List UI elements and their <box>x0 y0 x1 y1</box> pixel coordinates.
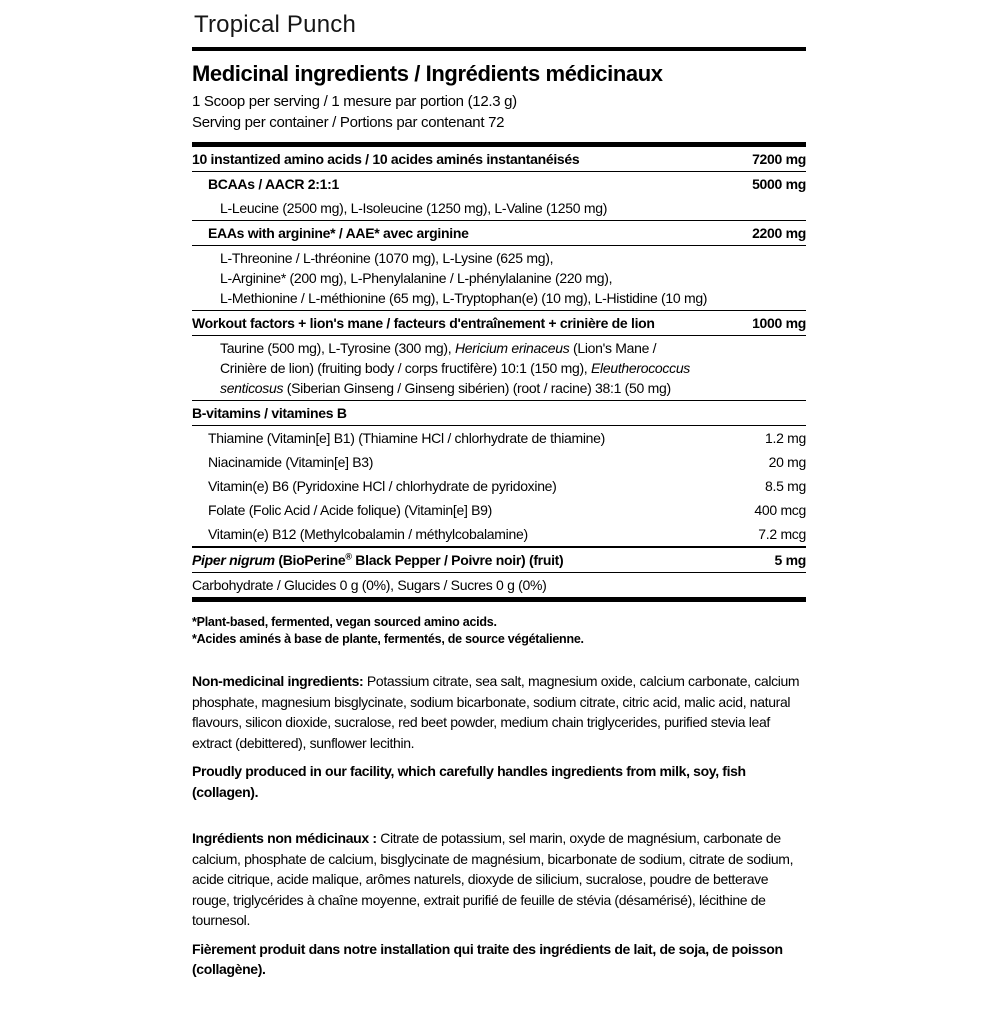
row-instantized-aminos <box>192 147 806 172</box>
ingredients-table <box>192 147 806 602</box>
footnote-en: *Plant-based, fermented, vegan sourced amino acids. <box>192 615 497 629</box>
row-bcaa-detail-label: L-Leucine (2500 mg), L-Isoleucine (1250 mg), L-Valine (1250 mg) <box>220 200 608 216</box>
row-eaas-amount: 2200 mg <box>752 225 806 241</box>
row-b-vitamins-heading-label: B-vitamins / vitamines B <box>192 405 347 421</box>
row-bcaas-label: BCAAs / AACR 2:1:1 <box>208 176 339 192</box>
flavor-title: Tropical Punch <box>194 11 356 38</box>
row-vitamin-b6-amount: 8.5 mg <box>765 478 806 494</box>
row-b-vitamins-heading <box>192 401 806 426</box>
footnote-fr: *Acides aminés à base de plante, fermentés, de source végétalienne. <box>192 631 584 646</box>
row-eaa-detail <box>192 246 806 311</box>
row-workout-detail <box>192 336 806 401</box>
row-instantized-aminos-label: 10 instantized amino acids / 10 acides aminés instantanéisés <box>192 151 580 167</box>
row-carbohydrate-label: Carbohydrate / Glucides 0 g (0%), Sugars / Sucres 0 g (0%) <box>192 577 547 593</box>
serving-size-line: 1 Scoop per serving / 1 mesure par portion (12.3 g) <box>192 93 517 110</box>
row-vitamin-b12-label: Vitamin(e) B12 (Methylcobalamin / méthylcobalamine) <box>208 526 528 542</box>
row-instantized-aminos-amount: 7200 mg <box>752 151 806 167</box>
row-piper-nigrum-amount: 5 mg <box>774 552 806 568</box>
row-niacinamide-label: Niacinamide (Vitamin[e] B3) <box>208 454 374 470</box>
row-vitamin-b12-amount: 7.2 mcg <box>758 526 806 542</box>
row-piper-nigrum-label: Piper nigrum (BioPerine® Black Pepper / Poivre noir) (fruit) <box>192 551 564 568</box>
row-niacinamide-amount: 20 mg <box>768 454 806 470</box>
row-carbohydrate <box>192 573 806 602</box>
row-eaa-detail-label: L-Threonine / L-thréonine (1070 mg), L-Lysine (625 mg), L-Arginine* (200 mg), L-Phenylalanine / L-phénylalanine (220 mg), L-Methionine / L-méthionine (65 mg), L-Tryptophan(e) (10 mg), L-Histidine (10 mg) <box>220 250 708 306</box>
row-bcaas <box>192 172 806 196</box>
label-panel <box>192 12 806 980</box>
row-vitamin-b6 <box>192 474 806 498</box>
row-niacinamide <box>192 450 806 474</box>
row-vitamin-b6-label: Vitamin(e) B6 (Pyridoxine HCl / chlorhydrate de pyridoxine) <box>208 478 557 494</box>
row-bcaa-detail <box>192 196 806 221</box>
row-vitamin-b12 <box>192 522 806 548</box>
allergen-statement-en <box>192 761 806 802</box>
non-medicinal-ingredients-en-text: Potassium citrate, sea salt, magnesium oxide, calcium carbonate, calcium phosphate, magnesium bisglycinate, sodium bicarbonate, sodium citrate, citric acid, malic acid, natural flavours, silicon dioxide, sucralose, red beet powder, medium chain triglycerides, purified stevia leaf extract (debittered), sunflower lecithin. <box>192 673 800 751</box>
divider-title <box>192 47 806 51</box>
row-workout-detail-label: Taurine (500 mg), L-Tyrosine (300 mg), Hericium erinaceus (Lion's Mane / Crinière de lion) (fruiting body / corps fructifère) 10:1 (150 mg), Eleutherococcus senticosus (Siberian Ginseng / Ginseng sibérien) (root / racine) 38:1 (50 mg) <box>220 340 691 396</box>
non-medicinal-ingredients-fr-lead: Ingrédients non médicinaux : <box>192 830 377 846</box>
panel-heading: Medicinal ingredients / Ingrédients médicinaux <box>192 61 663 86</box>
row-thiamine-label: Thiamine (Vitamin[e] B1) (Thiamine HCl / chlorhydrate de thiamine) <box>208 430 605 446</box>
row-bcaas-amount: 5000 mg <box>752 176 806 192</box>
row-workout-factors-amount: 1000 mg <box>752 315 806 331</box>
non-medicinal-ingredients-fr-text: Citrate de potassium, sel marin, oxyde de magnésium, carbonate de calcium, phosphate de calcium, bisglycinate de magnésium, bicarbonate de sodium, citrate de sodium, acide citrique, acide malique, arômes naturels, dioxyde de silicium, sucralose, poudre de betterave rouge, triglycérides à chaîne moyenne, extrait purifié de feuille de stévia (désamérisé), lécithine de tournesol. <box>192 830 794 928</box>
servings-per-container-line: Serving per container / Portions par contenant 72 <box>192 114 505 131</box>
row-eaas <box>192 221 806 246</box>
non-medicinal-ingredients-en <box>192 671 806 753</box>
row-piper-nigrum <box>192 548 806 573</box>
allergen-statement-fr-text: Fièrement produit dans notre installation qui traite des ingrédients de lait, de soja, de poisson (collagène). <box>192 940 783 977</box>
row-thiamine <box>192 426 806 450</box>
row-folate <box>192 498 806 522</box>
row-eaas-label: EAAs with arginine* / AAE* avec arginine <box>208 225 469 241</box>
allergen-statement-fr <box>192 939 806 980</box>
footnotes <box>192 614 806 647</box>
row-thiamine-amount: 1.2 mg <box>765 430 806 446</box>
allergen-statement-en-text: Proudly produced in our facility, which carefully handles ingredients from milk, soy, fish (collagen). <box>192 763 746 800</box>
row-workout-factors-label: Workout factors + lion's mane / facteurs d'entraînement + crinière de lion <box>192 315 655 331</box>
row-workout-factors <box>192 311 806 336</box>
info-paragraphs <box>192 671 806 980</box>
row-folate-label: Folate (Folic Acid / Acide folique) (Vitamin[e] B9) <box>208 502 493 518</box>
non-medicinal-ingredients-fr <box>192 828 806 931</box>
row-folate-amount: 400 mcg <box>754 502 806 518</box>
non-medicinal-ingredients-en-lead: Non-medicinal ingredients: <box>192 673 364 689</box>
